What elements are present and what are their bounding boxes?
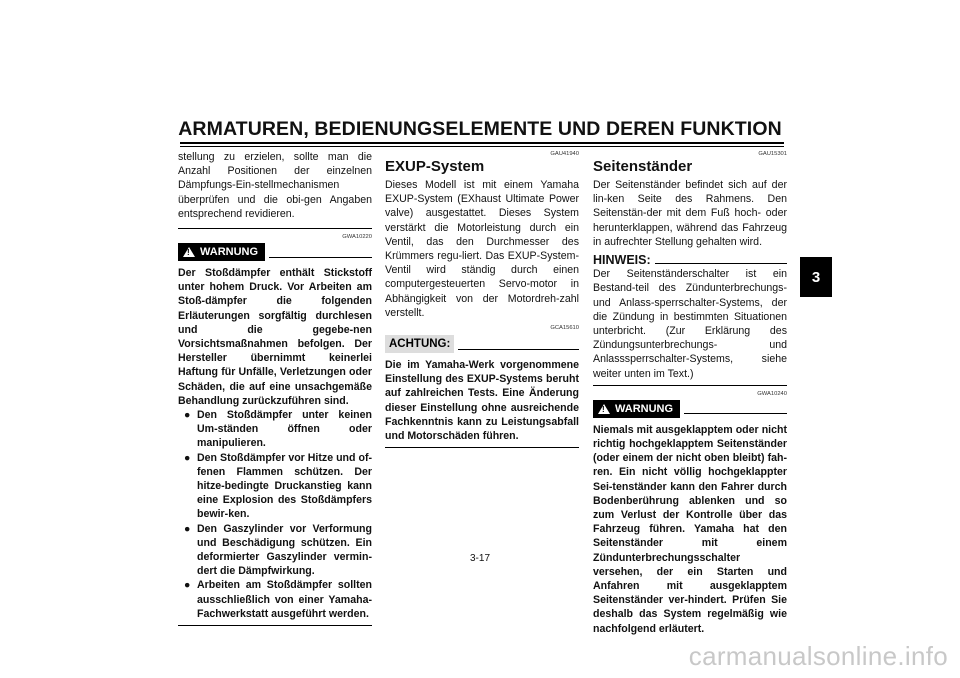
- reference-code: GCA15610: [550, 325, 579, 332]
- header-rule-thin: [180, 146, 784, 147]
- bullet-icon: ●: [184, 522, 191, 535]
- note-text: Der Seitenständerschalter ist ein Bestand-teil des Zündunterbrechungs- und Anlass-sperrschalter-Systems, der die Zündung in bestimmten Situationen unterbricht. (Zur Erklärung des Zündungsunterbrechungs- und Anlasssperrschalter-Systems, siehe weiter unten im Text.): [593, 268, 787, 380]
- caution-badge: ACHTUNG:: [385, 335, 454, 353]
- reference-code: GAU41940: [550, 151, 579, 157]
- note-line: [655, 263, 787, 264]
- warning-triangle-icon: !: [598, 404, 610, 414]
- bullet-item: [184, 522, 372, 579]
- caution-end-rule: [385, 447, 579, 448]
- caution-line: [458, 349, 579, 350]
- page-number: 3-17: [469, 553, 490, 564]
- warning-line: [684, 413, 787, 414]
- note-header: [593, 253, 787, 267]
- reference-code: GAU15301: [758, 151, 787, 157]
- warning-text: Niemals mit ausgeklapptem oder nicht richtig hochgeklapptem Seitenständer (oder einem der nicht oben bleibt) fah-ren. Ein nicht völlig hochgeklappter Sei-tenständer kann den Fahrer durch Bodenberührung ablenken und so zum Verlust der Kontrolle über das Fahrzeug führen. Yamaha hat den Seitenständer mit einem Zündunterbrechungsschalter versehen, der ein Starten und Anfahren mit ausgeklapptem Seitenständer ver-hindert. Prüfen Sie deshalb das System regelmäßig wie nachfolgend erläutert.: [593, 423, 787, 635]
- warning-text: Der Stoßdämpfer enthält Stickstoff unter hohem Druck. Vor Arbeiten am Stoß-dämpfer die folgenden Erläuterungen sorgfältig durchlesen und die gegebe-nen Vorsichtsmaßnahmen befolgen. Der Hersteller übernimmt keinerlei Haftung für Unfälle, Verletzungen oder Schäden, die auf eine unsachgemäße Behandlung zurückzuführen sind.: [178, 267, 372, 407]
- warning-header: [593, 400, 787, 418]
- bullet-text: Den Stoßdämpfer unter keinen Um-ständen öffnen oder manipulieren.: [197, 409, 372, 450]
- warning-label: WARNUNG: [200, 245, 259, 258]
- bullet-item: [184, 451, 372, 522]
- warning-line: [269, 257, 372, 258]
- bullet-text: Den Stoßdämpfer vor Hitze und of-fenen Flammen schützen. Der hitze-bedingte Druckanstieg kann eine Explosion des Stoßdämpfers bewir-ken.: [197, 451, 372, 521]
- warning-badge: [593, 400, 680, 418]
- header-rule: [180, 142, 784, 144]
- warning-label: WARNUNG: [615, 402, 674, 415]
- section-body: Dieses Modell ist mit einem Yamaha EXUP-System (EXhaust Ultimate Power valve) ausgestattet. Dieses System verstärkt die Motorleistung durch ein Ventil, das den Durchmesser des Krümmers regu-liert. Das EXUP-System-Ventil wird ständig durch einen computergesteuerten Servo-motor in Abhängigkeit von der Motordreh-zahl verstellt.: [385, 179, 579, 319]
- reference-code: GWA10240: [757, 390, 787, 397]
- watermark: carmanualsonline.info: [688, 641, 948, 671]
- bullet-icon: ●: [184, 409, 191, 422]
- intro-paragraph: stellung zu erzielen, sollte man die Anzahl Positionen der einzelnen Dämpfungs-Ein-stellmechanismen überprüfen und die obi-gen Angaben entsprechend revidieren.: [178, 151, 372, 220]
- reference-code: GWA10220: [342, 234, 372, 241]
- note-end-rule: [593, 385, 787, 386]
- chapter-tab: 3: [800, 257, 832, 297]
- page-header-title: ARMATUREN, BEDIENUNGSELEMENTE UND DEREN FUNKTION: [178, 118, 782, 140]
- bullet-item: [184, 578, 372, 621]
- column-middle: [385, 150, 579, 448]
- bullet-icon: ●: [184, 451, 191, 464]
- bullet-icon: ●: [184, 579, 191, 592]
- warning-header: [178, 243, 372, 261]
- caution-header: [385, 335, 579, 353]
- warning-end-rule: [178, 625, 372, 626]
- section-heading: EXUP-System: [385, 158, 485, 175]
- section-body: Der Seitenständer befindet sich auf der lin-ken Seite des Rahmens. Den Seitenstän-der mit dem Fuß hoch- oder herunterklappen, während das Fahrzeug in aufrechter Stellung gehalten wird.: [593, 179, 787, 248]
- note-label: HINWEIS:: [593, 253, 651, 268]
- section-rule: [178, 228, 372, 229]
- bullet-text: Den Gaszylinder vor Verformung und Beschädigung schützen. Ein deformierter Gaszylinder vermin-dert die Dämpfwirkung.: [197, 522, 372, 578]
- warning-badge: [178, 243, 265, 261]
- section-heading: Seitenständer: [593, 158, 693, 175]
- caution-text: Die im Yamaha-Werk vorgenommene Einstellung des EXUP-Systems beruht auf zahlreichen Tests. Eine Änderung dieser Einstellung ohne ausreichende Fachkenntnis kann zu Leistungsabfall und Motorschäden führen.: [385, 359, 579, 443]
- bullet-text: Arbeiten am Stoßdämpfer sollten ausschließlich von einer Yamaha-Fachwerkstatt ausgeführt werden.: [197, 579, 372, 620]
- bullet-item: [184, 408, 372, 451]
- warning-triangle-icon: !: [183, 247, 195, 257]
